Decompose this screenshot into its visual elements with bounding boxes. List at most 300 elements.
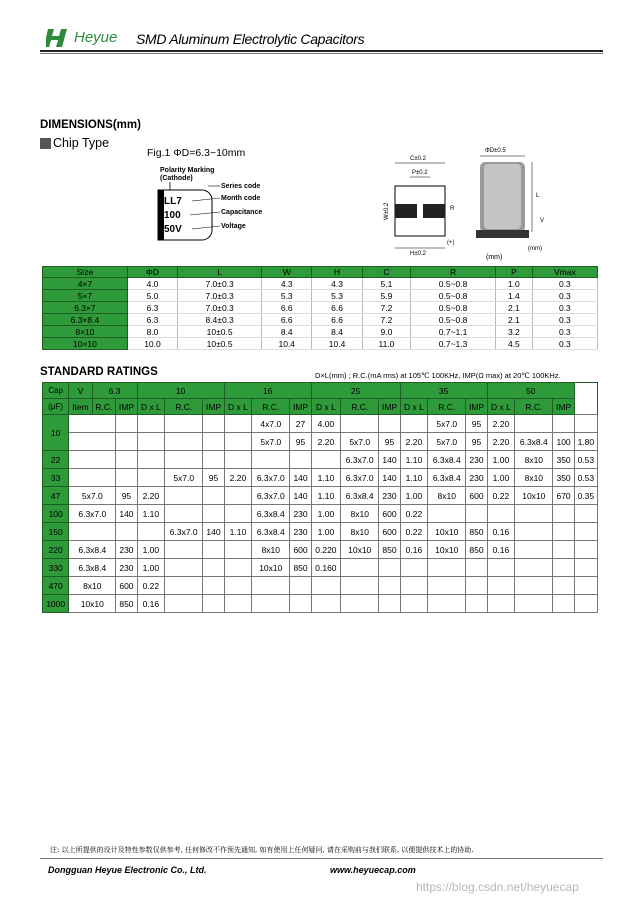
table-cell: 0.3	[532, 338, 597, 350]
table-cell: 0.16	[487, 523, 515, 541]
size-cell: 6.3×8.4	[43, 314, 128, 326]
table-cell: 600	[290, 541, 311, 559]
table-cell	[574, 415, 597, 433]
table-cell: 1.10	[311, 469, 340, 487]
table-cell	[203, 559, 224, 577]
table-cell	[165, 415, 203, 433]
table-cell	[165, 451, 203, 469]
table-cell: 0.16	[487, 541, 515, 559]
table-cell: 7.2	[362, 314, 410, 326]
table-cell: 0.7~1.3	[411, 338, 496, 350]
item-header: Item	[69, 399, 92, 415]
table-cell: 0.220	[311, 541, 340, 559]
table-cell: 2.20	[137, 487, 165, 505]
table-cell: 0.7~1.1	[411, 326, 496, 338]
table-cell	[69, 523, 116, 541]
table-cell	[379, 415, 400, 433]
table-row	[43, 577, 598, 595]
table-cell	[165, 505, 203, 523]
heyue-logo-icon	[46, 27, 72, 49]
column-header: R	[411, 267, 496, 278]
table-cell: 95	[203, 469, 224, 487]
column-header: C	[362, 267, 410, 278]
dimensions-table	[42, 266, 598, 350]
table-cell: 1.0	[496, 278, 533, 290]
table-cell: 140	[379, 451, 400, 469]
sub-column-header: R.C.	[341, 399, 379, 415]
sub-column-header: D x L	[224, 399, 252, 415]
table-cell: 8x10	[69, 577, 116, 595]
table-cell: 6.3	[127, 302, 177, 314]
table-cell	[165, 577, 203, 595]
dim-l-label: L	[536, 193, 540, 199]
table-cell	[428, 577, 466, 595]
table-cell	[137, 469, 165, 487]
table-cell: 8x10	[515, 451, 553, 469]
table-cell	[428, 595, 466, 613]
table-cell	[553, 559, 574, 577]
table-cell	[341, 577, 379, 595]
table-cell: 5.1	[362, 278, 410, 290]
table-cell: 8.4	[312, 326, 362, 338]
table-cell: 10x10	[515, 487, 553, 505]
table-cell	[116, 451, 137, 469]
table-cell: 600	[379, 505, 400, 523]
marking-series-text: LL7	[164, 196, 182, 207]
table-cell	[515, 577, 553, 595]
voltage-column-header: 10	[137, 383, 224, 399]
sub-column-header: IMP	[553, 399, 574, 415]
ratings-header-row	[43, 383, 598, 399]
table-cell: 5x7.0	[69, 487, 116, 505]
table-cell	[165, 541, 203, 559]
voltage-header: V	[69, 383, 92, 399]
chip-type-label: Chip Type	[53, 136, 110, 150]
table-cell: 5.0	[127, 290, 177, 302]
table-cell	[203, 415, 224, 433]
table-cell	[553, 577, 574, 595]
column-header: P	[496, 267, 533, 278]
table-cell: 10.4	[262, 338, 312, 350]
table-cell: 0.3	[532, 302, 597, 314]
table-cell: 140	[379, 469, 400, 487]
table-cell	[224, 451, 252, 469]
table-cell	[224, 541, 252, 559]
table-cell	[224, 577, 252, 595]
watermark-text: https://blog.csdn.net/heyuecap	[416, 880, 579, 894]
footer-divider	[40, 858, 603, 859]
table-cell: 8.4±0.3	[178, 314, 262, 326]
capacitance-cell: 100	[43, 505, 69, 523]
table-cell: 5.3	[262, 290, 312, 302]
table-cell: 1.00	[487, 451, 515, 469]
table-cell: 670	[553, 487, 574, 505]
table-row	[43, 595, 598, 613]
table-row	[43, 302, 598, 314]
table-cell	[515, 505, 553, 523]
capacitance-cell: 10	[43, 415, 69, 451]
dimensions-heading: DIMENSIONS(mm)	[40, 119, 141, 131]
table-cell: 0.3	[532, 290, 597, 302]
table-cell: 100	[553, 433, 574, 451]
plus-label: (+)	[447, 240, 455, 246]
table-cell	[137, 523, 165, 541]
mm-unit-label-2: (mm)	[528, 246, 542, 252]
company-name: Dongguan Heyue Electronic Co., Ltd.	[48, 865, 207, 875]
table-cell	[515, 523, 553, 541]
table-cell	[165, 559, 203, 577]
table-cell: 7.0±0.3	[178, 278, 262, 290]
table-cell: 10x10	[341, 541, 379, 559]
table-cell: 10x10	[252, 559, 290, 577]
table-row	[43, 415, 598, 433]
table-cell: 11.0	[362, 338, 410, 350]
size-cell: 10×10	[43, 338, 128, 350]
table-cell: 1.00	[400, 487, 428, 505]
column-header: ΦD	[127, 267, 177, 278]
table-cell: 0.3	[532, 326, 597, 338]
table-cell	[69, 451, 116, 469]
table-cell: 10.0	[127, 338, 177, 350]
table-cell: 1.00	[487, 469, 515, 487]
table-cell: 7.0±0.3	[178, 290, 262, 302]
table-cell	[341, 415, 379, 433]
table-cell	[203, 451, 224, 469]
table-cell: 6.3x7.0	[252, 469, 290, 487]
table-cell	[137, 415, 165, 433]
table-cell: 6.3x7.0	[165, 523, 203, 541]
table-cell: 5x7.0	[428, 415, 466, 433]
sub-column-header: R.C.	[252, 399, 290, 415]
ratings-table	[42, 382, 598, 613]
cap-header: Cap	[43, 383, 69, 399]
ratings-subheader-row	[43, 399, 598, 415]
document-title: SMD Aluminum Electrolytic Capacitors	[136, 31, 365, 47]
footer-note: 注: 以上所提供的设计及特性参数仅供参考, 任何修改不作预先通知, 如有使用上任何疑问, 请在采购前与我们联系, 以便提供技术上的协助.	[50, 846, 474, 854]
table-cell	[137, 451, 165, 469]
capacitance-cell: 470	[43, 577, 69, 595]
table-cell: 850	[379, 541, 400, 559]
table-cell: 6.3x7.0	[341, 469, 379, 487]
mm-unit-label: (mm)	[486, 254, 503, 261]
dim-phi-label: ΦD±0.5	[485, 148, 506, 154]
table-cell	[379, 577, 400, 595]
table-cell	[116, 469, 137, 487]
table-cell	[203, 595, 224, 613]
dim-h-label: H±0.2	[410, 251, 426, 257]
table-cell: 140	[290, 487, 311, 505]
table-cell: 2.1	[496, 314, 533, 326]
table-cell: 2.20	[400, 433, 428, 451]
table-cell	[252, 577, 290, 595]
sub-column-header: R.C.	[515, 399, 553, 415]
table-cell: 6.6	[312, 302, 362, 314]
table-cell: 1.00	[137, 541, 165, 559]
capacitance-cell: 220	[43, 541, 69, 559]
table-cell	[137, 433, 165, 451]
table-cell	[574, 559, 597, 577]
table-cell	[574, 577, 597, 595]
table-cell	[379, 595, 400, 613]
table-cell: 850	[466, 523, 487, 541]
sub-column-header: R.C.	[165, 399, 203, 415]
table-cell: 27	[290, 415, 311, 433]
table-cell	[515, 415, 553, 433]
bullet-square-icon	[40, 138, 51, 149]
table-cell: 0.16	[137, 595, 165, 613]
table-cell: 95	[466, 415, 487, 433]
table-cell: 6.6	[262, 314, 312, 326]
size-cell: 5×7	[43, 290, 128, 302]
sub-column-header: D x L	[311, 399, 340, 415]
table-cell: 140	[290, 469, 311, 487]
table-cell: 0.160	[311, 559, 340, 577]
table-cell: 1.10	[137, 505, 165, 523]
table-cell: 5x7.0	[165, 469, 203, 487]
table-cell: 10x10	[428, 541, 466, 559]
table-cell: 0.22	[137, 577, 165, 595]
table-cell	[553, 415, 574, 433]
ratings-heading: STANDARD RATINGS	[40, 366, 158, 378]
sub-column-header: D x L	[400, 399, 428, 415]
table-cell: 4x7.0	[252, 415, 290, 433]
table-cell: 8x10	[515, 469, 553, 487]
table-cell	[553, 541, 574, 559]
table-cell: 4.5	[496, 338, 533, 350]
table-cell: 230	[379, 487, 400, 505]
table-cell	[400, 415, 428, 433]
table-cell: 0.16	[400, 541, 428, 559]
table-cell: 8.0	[127, 326, 177, 338]
dim-r-label: R	[450, 206, 455, 212]
table-cell: 6.3x7.0	[69, 505, 116, 523]
table-cell: 1.00	[137, 559, 165, 577]
table-cell: 230	[290, 523, 311, 541]
ratings-note: D×L(mm) ; R.C.(mA rms) at 105℃ 100KHz, IMP(Ω max) at 20℃ 100KHz.	[315, 371, 561, 380]
table-cell	[203, 433, 224, 451]
table-cell	[290, 577, 311, 595]
table-cell: 0.5~0.8	[411, 302, 496, 314]
table-cell	[574, 523, 597, 541]
column-header: L	[178, 267, 262, 278]
table-cell: 6.3x8.4	[515, 433, 553, 451]
table-cell: 8x10	[252, 541, 290, 559]
table-cell: 850	[116, 595, 137, 613]
side-view-diagram	[470, 142, 560, 262]
table-cell: 1.10	[400, 451, 428, 469]
table-cell: 6.3x8.4	[69, 541, 116, 559]
table-cell	[224, 415, 252, 433]
polarity-label: Polarity Marking	[160, 167, 215, 174]
table-cell: 4.3	[312, 278, 362, 290]
table-cell	[311, 577, 340, 595]
table-cell	[290, 451, 311, 469]
table-cell: 1.80	[574, 433, 597, 451]
table-cell: 2.20	[487, 433, 515, 451]
dim-c-label: C±0.2	[410, 156, 426, 162]
table-cell: 5x7.0	[341, 433, 379, 451]
table-cell	[379, 559, 400, 577]
table-cell	[466, 559, 487, 577]
table-cell: 1.10	[400, 469, 428, 487]
table-cell: 850	[466, 541, 487, 559]
capacitance-cell: 150	[43, 523, 69, 541]
table-cell: 0.22	[400, 505, 428, 523]
table-cell: 95	[379, 433, 400, 451]
table-cell: 600	[116, 577, 137, 595]
column-header: W	[262, 267, 312, 278]
company-website: www.heyuecap.com	[330, 865, 416, 875]
table-cell: 6.3	[127, 314, 177, 326]
table-cell	[224, 505, 252, 523]
table-cell: 600	[466, 487, 487, 505]
table-cell: 0.53	[574, 451, 597, 469]
table-cell: 230	[116, 541, 137, 559]
voltage-column-header: 25	[311, 383, 400, 399]
table-cell: 4.0	[127, 278, 177, 290]
table-cell: 0.53	[574, 469, 597, 487]
table-cell: 10x10	[428, 523, 466, 541]
brand-name: Heyue	[74, 29, 118, 46]
figure-caption: Fig.1 ΦD=6.3~10mm	[147, 147, 246, 159]
table-cell	[341, 595, 379, 613]
table-row	[43, 541, 598, 559]
table-cell: 6.3x8.4	[252, 505, 290, 523]
table-cell	[515, 541, 553, 559]
table-header-row	[43, 267, 598, 278]
table-cell	[515, 595, 553, 613]
sub-column-header: D x L	[137, 399, 165, 415]
table-row	[43, 523, 598, 541]
table-cell: 10.4	[312, 338, 362, 350]
size-cell: 6.3×7	[43, 302, 128, 314]
table-cell	[224, 595, 252, 613]
table-cell	[428, 505, 466, 523]
marking-voltage-text: 50V	[164, 224, 182, 235]
table-cell: 230	[116, 559, 137, 577]
table-cell: 1.00	[311, 523, 340, 541]
marking-diagram	[150, 160, 280, 250]
capacitance-cell: 47	[43, 487, 69, 505]
capacitance-cell: 330	[43, 559, 69, 577]
column-header: Vmax	[532, 267, 597, 278]
table-cell	[574, 505, 597, 523]
table-cell	[428, 559, 466, 577]
table-cell	[466, 505, 487, 523]
table-cell	[116, 523, 137, 541]
table-cell	[116, 415, 137, 433]
table-row	[43, 326, 598, 338]
table-cell: 2.20	[487, 415, 515, 433]
table-cell	[203, 541, 224, 559]
table-cell: 6.6	[262, 302, 312, 314]
table-cell: 95	[466, 433, 487, 451]
table-cell: 0.3	[532, 314, 597, 326]
table-cell: 1.10	[311, 487, 340, 505]
table-cell	[69, 415, 116, 433]
table-cell	[203, 505, 224, 523]
table-row	[43, 505, 598, 523]
table-cell: 95	[290, 433, 311, 451]
polarity-label-2: (Cathode)	[160, 175, 193, 182]
column-header: Size	[43, 267, 128, 278]
table-cell: 600	[379, 523, 400, 541]
table-cell: 6.3x8.4	[428, 451, 466, 469]
table-row	[43, 278, 598, 290]
table-cell: 2.1	[496, 302, 533, 314]
table-cell	[553, 505, 574, 523]
table-cell	[116, 433, 137, 451]
table-cell: 8.4	[262, 326, 312, 338]
table-cell: 8x10	[341, 505, 379, 523]
capacitance-cell: 1000	[43, 595, 69, 613]
table-cell: 0.22	[400, 523, 428, 541]
month-code-label: Month code	[221, 195, 261, 202]
table-cell: 2.20	[224, 469, 252, 487]
table-cell: 230	[466, 469, 487, 487]
table-cell: 4.00	[311, 415, 340, 433]
table-cell: 0.5~0.8	[411, 278, 496, 290]
table-cell	[224, 487, 252, 505]
header-divider-thin	[40, 53, 603, 54]
voltage-column-header: 6.3	[92, 383, 137, 399]
table-row	[43, 469, 598, 487]
voltage-column-header: 50	[487, 383, 574, 399]
table-cell	[553, 523, 574, 541]
dim-v-label: V	[540, 218, 545, 224]
table-cell	[165, 433, 203, 451]
table-cell: 5.9	[362, 290, 410, 302]
table-cell: 6.3x8.4	[252, 523, 290, 541]
table-cell	[69, 469, 116, 487]
sub-column-header: IMP	[116, 399, 137, 415]
voltage-label: Voltage	[221, 223, 246, 230]
table-cell	[574, 595, 597, 613]
table-cell	[487, 559, 515, 577]
sub-column-header: IMP	[379, 399, 400, 415]
table-cell: 0.5~0.8	[411, 314, 496, 326]
sub-column-header: IMP	[466, 399, 487, 415]
table-cell	[574, 541, 597, 559]
voltage-column-header: 16	[224, 383, 311, 399]
table-cell	[203, 577, 224, 595]
table-cell	[224, 559, 252, 577]
table-cell: 5x7.0	[428, 433, 466, 451]
table-cell: 0.35	[574, 487, 597, 505]
table-cell: 10±0.5	[178, 338, 262, 350]
table-cell	[487, 595, 515, 613]
table-cell: 10±0.5	[178, 326, 262, 338]
size-cell: 8×10	[43, 326, 128, 338]
table-cell: 95	[116, 487, 137, 505]
dim-w-label: W±0.2	[384, 202, 390, 220]
table-cell: 5.3	[312, 290, 362, 302]
table-cell: 9.0	[362, 326, 410, 338]
table-cell: 350	[553, 469, 574, 487]
sub-column-header: D x L	[487, 399, 515, 415]
table-row	[43, 433, 598, 451]
table-cell	[487, 505, 515, 523]
table-cell	[341, 559, 379, 577]
size-cell: 4×7	[43, 278, 128, 290]
table-cell: 2.20	[311, 433, 340, 451]
table-cell	[165, 487, 203, 505]
marking-month-text: 100	[164, 210, 181, 221]
table-cell: 4.3	[262, 278, 312, 290]
table-cell: 7.2	[362, 302, 410, 314]
table-cell: 1.00	[311, 505, 340, 523]
header-divider	[40, 50, 603, 52]
